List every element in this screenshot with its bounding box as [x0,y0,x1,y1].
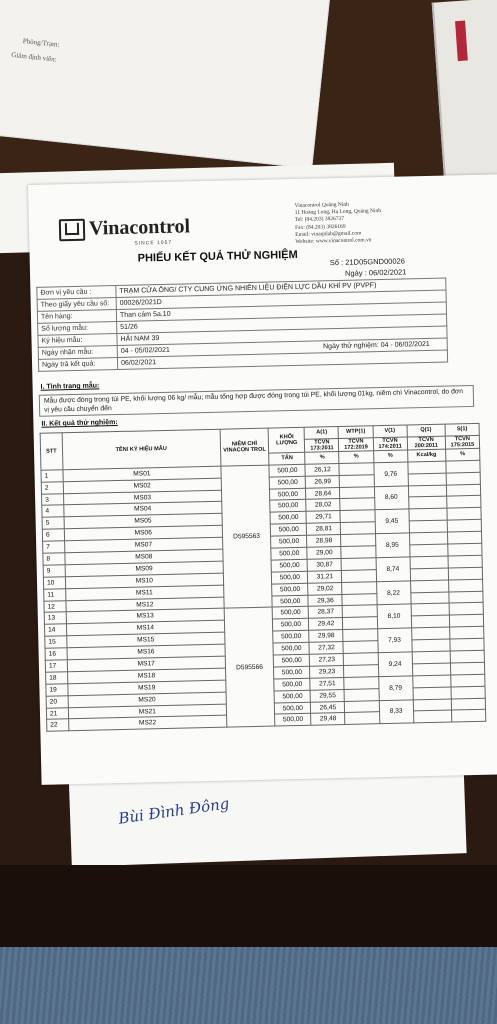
cell-khoi-luong: 500,00 [271,559,307,572]
cell-w [344,665,378,678]
fabric [0,947,497,1024]
cell-s [449,591,483,604]
cell-khoi-luong: 500,00 [271,523,307,536]
cell-v: 8,10 [377,604,412,629]
cell-q [413,699,451,712]
cell-w [342,558,376,571]
cell-a: 31,21 [308,570,342,583]
address-line: Email: vinaqnlab@gmail.com [295,230,362,238]
cell-ten: MS21 [68,704,226,719]
header-niem-chi: NIÊM CHÌ VINACON TROL [220,428,269,466]
cell-a: 28,98 [307,535,341,548]
cell-w [340,474,374,487]
scale-icon [59,218,85,241]
cell-a: 28,02 [306,499,340,512]
info-key: Ngày nhận mẫu: [38,346,117,360]
cell-a: 29,55 [310,689,344,702]
cell-q [408,497,446,510]
cell-stt: 18 [46,672,68,684]
info-value-text: 00026/2021D [119,298,162,307]
cell-s [451,710,485,723]
unit-s: % [445,448,479,461]
header-tcvn-s: TCVN 175:2015 [445,435,479,449]
cell-v: 8,60 [374,486,409,511]
cell-stt: 8 [43,553,65,565]
cell-w [343,641,377,654]
document-date: Ngày : 06/02/2021 [344,267,407,278]
cell-a: 26,99 [306,475,340,488]
cell-q [413,711,451,724]
cell-v: 9,45 [375,509,410,534]
cell-ten: MS01 [63,466,221,481]
cell-s [450,627,484,640]
info-value-text: HẢI NAM 39 [120,335,160,343]
test-result-document [28,174,497,785]
cell-stt: 3 [42,493,64,505]
cell-q [409,544,447,557]
cell-s [447,496,481,509]
cell-w [345,700,379,713]
cell-ten: MS03 [63,490,221,505]
cell-s [451,698,485,711]
header-v: V(1) [373,425,407,438]
cell-khoi-luong: 500,00 [274,690,310,703]
cell-a: 29,42 [309,618,343,631]
cell-ten: MS05 [64,514,222,529]
cell-khoi-luong: 500,00 [275,702,311,715]
cell-khoi-luong: 500,00 [269,476,305,489]
cell-ten: MS22 [68,716,226,731]
cell-q [409,508,447,521]
section-test-results: II. Kết quả thử nghiệm: [41,419,118,428]
logo-text: Vinacontrol [88,215,191,240]
cell-khoi-luong: 500,00 [271,535,307,548]
cell-stt: 9 [43,565,65,577]
cell-a: 28,81 [307,523,341,536]
cell-w [344,676,378,689]
so-value: : 21D05GND00026 [341,256,406,267]
cell-ten: MS19 [68,680,226,695]
cell-stt: 12 [44,600,66,612]
cell-ten: MS06 [64,525,222,540]
cell-v: 8,22 [376,581,411,606]
cell-s [447,531,481,544]
cell-s [449,615,483,628]
cell-s [447,508,481,521]
cell-s [451,686,485,699]
cell-v: 8,95 [375,533,410,558]
section-sample-condition: I. Tình trạng mẫu: [40,382,100,391]
cell-khoi-luong: 500,00 [274,666,310,679]
cell-s [446,472,480,485]
cell-w [342,581,376,594]
address-line: Tel: (84.203) 3826737 [294,216,345,224]
cell-khoi-luong: 500,00 [274,678,310,691]
unit-v: % [373,450,407,463]
cell-s [449,603,483,616]
unit-w: % [339,451,373,464]
handwritten-signature: Bùi Đình Đông [117,794,231,828]
cell-q [410,592,448,605]
header-tcvn-a: TCVN 173:2011 [305,438,339,452]
info-value-text: 04 - 05/02/2021 [120,346,170,355]
info-key: Tên hàng: [37,310,116,324]
cell-a: 28,37 [309,606,343,619]
header-tcvn-v: TCVN 174:2011 [373,437,407,451]
cell-khoi-luong: 500,00 [272,595,308,608]
cell-s [450,662,484,675]
address-line: 11 Hoàng Long, Hạ Long, Quảng Ninh [294,208,382,217]
cell-khoi-luong: 500,00 [275,714,311,727]
cell-a: 27,32 [309,642,343,655]
cell-s [448,555,482,568]
cell-q [408,485,446,498]
header-tcvn-q: TCVN 200:2011 [407,436,446,450]
cell-a: 29,23 [310,665,344,678]
cell-a: 27,51 [310,677,344,690]
cell-q [409,520,447,533]
cell-ten: MS15 [66,632,224,647]
cell-stt: 17 [45,660,67,672]
unit-q: Kcal/kg [407,449,445,462]
cell-a: 29,00 [307,547,341,560]
header-a: A(1) [304,427,338,440]
cell-v: 8,33 [379,699,414,724]
cell-s [447,520,481,533]
unit-kl: TẤN [269,452,305,465]
document-title: PHIẾU KẾT QUẢ THỬ NGHIỆM [137,248,298,265]
cell-ten: MS20 [68,692,226,707]
cell-khoi-luong: 500,00 [272,607,308,620]
so-label: Số [329,257,340,268]
address-line: Fax: (84.203) 3826169 [294,223,346,231]
cell-khoi-luong: 500,00 [273,642,309,655]
cell-a: 29,48 [311,713,345,726]
results-table [40,423,487,732]
cell-stt: 21 [46,707,68,719]
cell-khoi-luong: 500,00 [270,488,306,501]
cell-khoi-luong: 500,00 [271,547,307,560]
cell-a: 29,98 [309,630,343,643]
cell-w [345,712,379,725]
cell-q [409,532,447,545]
cell-stt: 4 [42,505,64,517]
cell-q [412,651,450,664]
cell-s [446,484,480,497]
cell-q [411,604,449,617]
cell-khoi-luong: 500,00 [272,583,308,596]
header-khoi-luong: KHỐI LƯỢNG [268,427,305,453]
cell-ten: MS07 [64,537,222,552]
info-extra: Ngày thử nghiệm: 04 - 06/02/2021 [323,340,430,351]
cell-ten: MS08 [65,549,223,564]
info-value-text: 51/26 [120,323,138,331]
cell-stt: 6 [42,529,64,541]
info-key: Ngày trả kết quả: [38,358,117,372]
cell-niem-chi: D595563 [221,465,273,609]
cell-w [342,570,376,583]
cell-a: 28,64 [306,487,340,500]
binder-tab [455,21,468,62]
cell-q [408,461,446,474]
cell-v: 8,79 [378,676,413,701]
cell-khoi-luong: 500,00 [270,512,306,525]
info-key: Đơn vị yêu cầu : [37,286,116,300]
desk-edge [0,865,497,947]
cell-w [340,510,374,523]
cell-ten: MS09 [65,561,223,576]
vinacontrol-logo [59,215,191,241]
cell-q [412,639,450,652]
cell-v: 9,76 [373,462,408,487]
cell-a: 26,12 [305,463,339,476]
cell-stt: 11 [44,588,66,600]
cell-w [343,629,377,642]
header-tcvn-w: TCVN 172:2019 [339,438,373,452]
cell-niem-chi: D595566 [224,608,275,728]
cell-s [450,638,484,651]
info-value-text: TRẠM CỬA ÔNG/ CTY CUNG ỨNG NHIÊN LIỆU ĐIỆN LỰC DẦU KHÍ PV (PVPF) [119,282,377,295]
cell-stt: 22 [47,719,69,731]
cell-a: 27,23 [310,653,344,666]
sample-condition-text: Mẫu được đóng trong túi PE, khối lượng 06 kg/ mẫu; mẫu tổng hợp được đóng trong túi PE, khối lượng 01kg, niêm chì Vinacontrol, do đơn vị yêu cầu chuyển đến [39,385,474,417]
header-ten: TÊN/ KÝ HIỆU MẪU [62,429,221,469]
cell-q [411,627,449,640]
cell-ten: MS11 [65,585,223,600]
cell-v: 7,93 [377,628,412,653]
logo-since: SINCE 1957 [134,239,173,247]
cell-s [448,543,482,556]
cell-stt: 15 [45,636,67,648]
cell-a: 30,87 [307,558,341,571]
cell-stt: 20 [46,695,68,707]
cell-ten: MS18 [67,668,225,683]
cell-ten: MS02 [63,478,221,493]
header-w: WTP(1) [339,426,373,439]
cell-q [411,615,449,628]
cell-s [451,674,485,687]
background-line: Phòng/Trạm: [22,36,60,49]
cell-khoi-luong: 500,00 [273,654,309,667]
cell-stt: 1 [41,470,63,482]
info-table [36,278,448,372]
cell-khoi-luong: 500,00 [272,571,308,584]
cell-stt: 2 [41,481,63,493]
cell-w [341,522,375,535]
cell-ten: MS16 [67,644,225,659]
cell-q [410,580,448,593]
address-line: Website: www.vinacontrol.com.vn [295,237,372,245]
cell-w [340,498,374,511]
cell-stt: 14 [44,624,66,636]
cell-w [345,688,379,701]
info-value-text: 06/02/2021 [120,359,157,367]
background-line: Giám định viên: [10,50,58,64]
cell-stt: 19 [46,684,68,696]
info-key: Ký hiệu mẫu: [38,334,117,348]
cell-khoi-luong: 500,00 [273,630,309,643]
info-key: Theo giấy yêu cầu số: [37,298,116,312]
cell-q [413,687,451,700]
cell-w [339,463,373,476]
cell-stt: 5 [42,517,64,529]
cell-w [341,534,375,547]
cell-khoi-luong: 500,00 [270,500,306,513]
cell-ten: MS13 [66,609,224,624]
cell-w [343,605,377,618]
cell-a: 29,02 [308,582,342,595]
address-line: Vinacontrol Quảng Ninh [294,201,349,209]
header-s: S(1) [445,423,479,436]
cell-w [342,593,376,606]
cell-ten: MS14 [66,621,224,636]
header-q: Q(1) [407,424,445,437]
cell-a: 26,45 [311,701,345,714]
cell-w [344,653,378,666]
cell-q [410,568,448,581]
cell-ten: MS04 [63,502,221,517]
cell-khoi-luong: 500,00 [273,619,309,632]
cell-w [343,617,377,630]
cell-stt: 16 [45,648,67,660]
cell-q [412,675,450,688]
cell-q [408,473,446,486]
info-key: Số lượng mẫu: [38,322,117,336]
cell-ten: MS17 [67,656,225,671]
cell-v: 8,74 [376,557,411,582]
cell-s [448,579,482,592]
cell-s [450,650,484,663]
cell-ten: MS10 [65,573,223,588]
cell-s [448,567,482,580]
address-block [294,201,381,246]
cell-khoi-luong: 500,00 [269,464,305,477]
cell-ten: MS12 [66,597,224,612]
document-number [330,256,405,267]
cell-w [341,546,375,559]
cell-v: 9,24 [378,652,413,677]
cell-a: 29,36 [308,594,342,607]
cell-stt: 10 [43,577,65,589]
cell-stt: 13 [44,612,66,624]
cell-s [446,460,480,473]
cell-stt: 7 [43,541,65,553]
cell-a: 29,71 [306,511,340,524]
header-stt: STT [40,433,63,470]
unit-a: % [305,451,339,464]
cell-q [410,556,448,569]
info-value-text: Than cám 5a.10 [119,310,171,319]
cell-q [412,663,450,676]
cell-w [340,486,374,499]
